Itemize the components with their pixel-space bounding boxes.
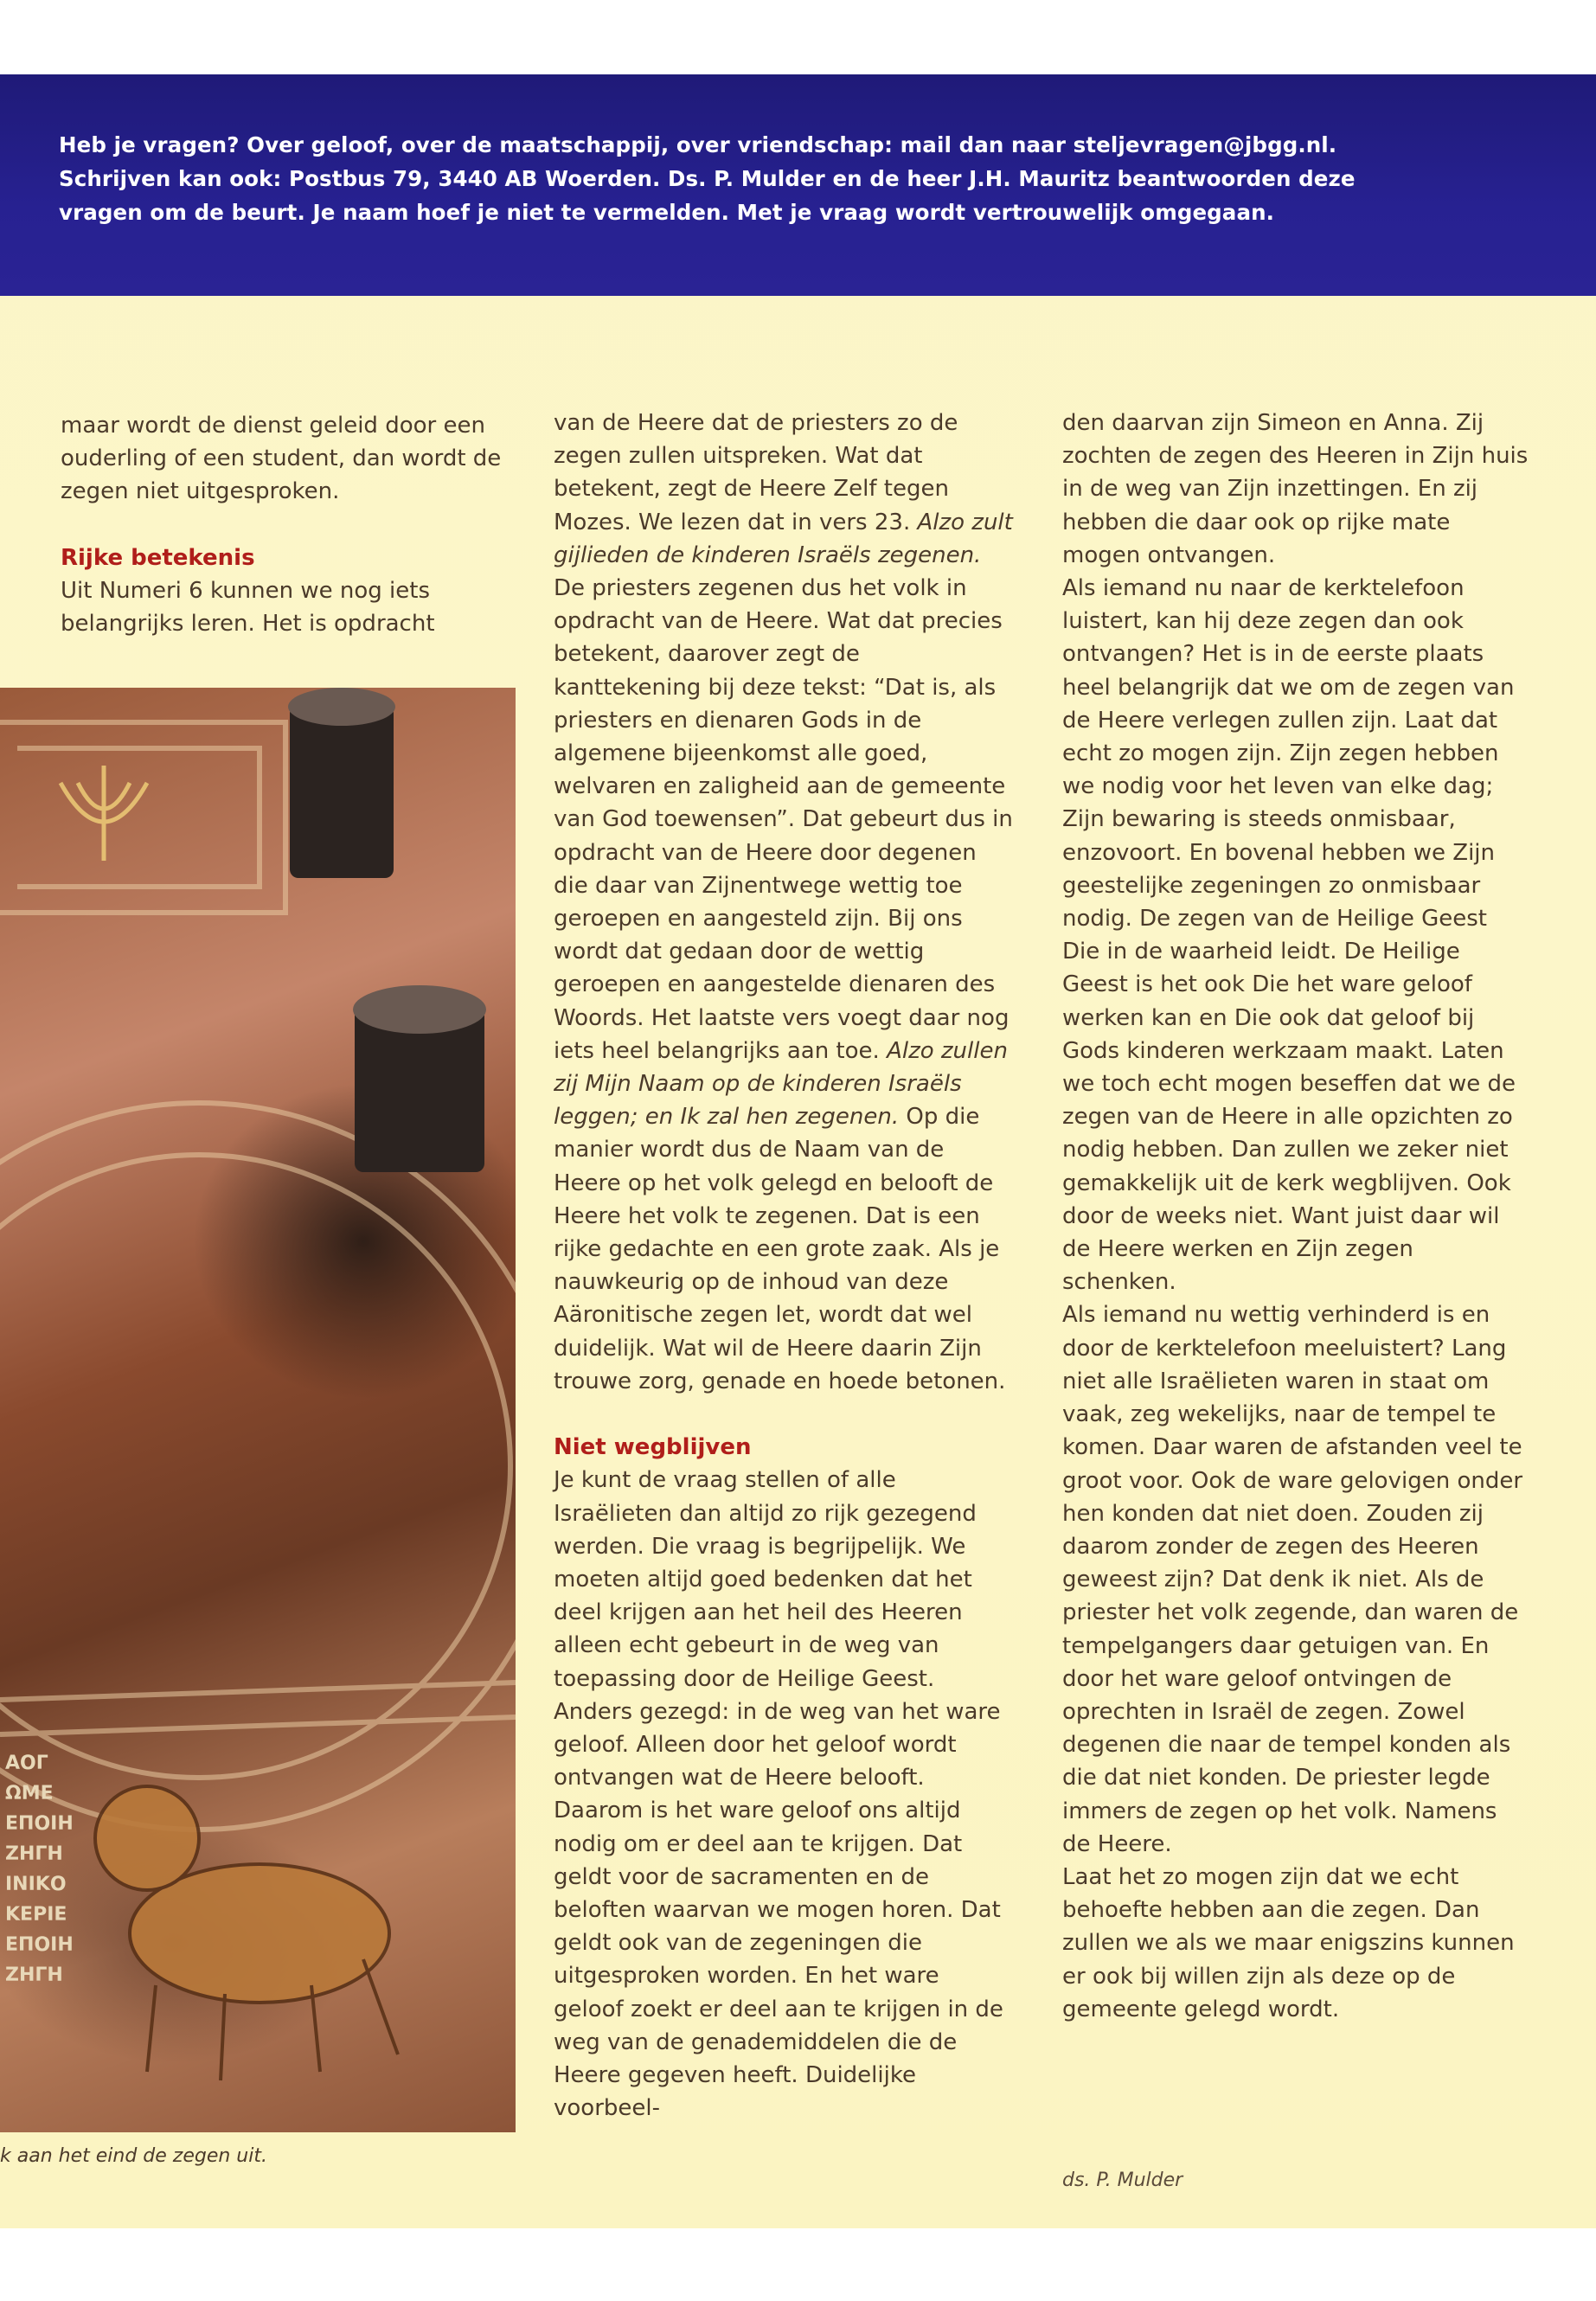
svg-text:ΚΕΡΙΕ: ΚΕΡΙΕ [5, 1904, 67, 1926]
column-2 [554, 407, 1014, 2125]
text-run: Op die manier wordt dus de Naam van de Heere op het volk gelegd en belooft de Heere het volk te zegenen. Dat is een rijke gedachte en een grote zaak. Als je nauwkeurig op de inhoud van deze Aäronitische zegen let, wordt dat wel duidelijk. Wat wil de Heere daarin Zijn trouwe zorg, genade en hoede betonen. [554, 1104, 1006, 1394]
column-3-paragraph-1: den daarvan zijn Simeon en Anna. Zij zochten de zegen des Heeren in Zijn huis in de weg van Zijn inzettingen. En zij hebben die daar ook op rijke mate mogen ontvangen. [1062, 410, 1529, 568]
question-banner [0, 74, 1596, 296]
column-2-paragraph [554, 407, 1014, 1398]
banner-line-3: vragen om de beurt. Je naam hoef je niet te vermelden. Met je vraag wordt vertrouwelijk omgegaan. [59, 200, 1275, 225]
svg-text:ΑΟΓ: ΑΟΓ [5, 1753, 48, 1774]
svg-text:ΕΠΟΙΗ: ΕΠΟΙΗ [5, 1813, 74, 1835]
column-2-paragraph-2: Je kunt de vraag stellen of alle Israëlieten dan altijd zo rijk gezegend werden. Die vraag is begrijpelijk. We moeten altijd goed bedenken dat het deel krijgen aan het heil des Heeren alleen echt gebeurt in de weg van toepassing door de Heilige Geest. Anders gezegd: in de weg van het ware geloof. Alleen door het geloof wordt ontvangen wat de Heere belooft. Daarom is het ware geloof ons altijd nodig om er deel aan te krijgen. Dat geldt voor de sacramenten en de beloften waarvan we mogen horen. Dat geldt ook van de zegeningen die uitgesproken worden. En het ware geloof zoekt er deel aan te krijgen in de weg van de genademiddelen die de Heere gegeven heeft. Duidelijke voorbeel- [554, 1467, 1003, 2122]
banner-line-1: Heb je vragen? Over geloof, over de maatschappij, over vriendschap: mail dan naar steljevragen@jbgg.nl. [59, 132, 1337, 157]
banner-line-2: Schrijven kan ook: Postbus 79, 3440 AB Woerden. Ds. P. Mulder en de heer J.H. Mauritz beantwoorden deze [59, 166, 1356, 191]
column-1-paragraph-2: Uit Numeri 6 kunnen we nog iets belangrijks leren. Het is opdracht [61, 577, 435, 638]
column-1-paragraph: maar wordt de dienst geleid door een ouderling of een student, dan wordt de zegen niet uitgesproken. [61, 413, 502, 505]
svg-text:ΖΗΓΗ: ΖΗΓΗ [5, 1965, 63, 1986]
column-3-paragraph-2: Als iemand nu naar de kerktelefoon luistert, kan hij deze zegen dan ook ontvangen? Het is in de eerste plaats heel belangrijk dat we om de zegen van de Heere verlegen zullen zijn. Laat dat echt zo mogen zijn. Zijn zegen hebben we nodig voor het leven van elke dag; Zijn bewaring is steeds onmisbaar, enzovoort. En bovenal hebben we Zijn geestelijke zegeningen zo onmisbaar nodig. De zegen van de Heilige Geest Die in de waarheid leidt. De Heilige Geest is het ook Die het ware geloof werken kan en Die ook dat geloof bij Gods kinderen werkzaam maakt. Laten we toch echt mogen beseffen dat we de zegen van de Heere in alle opzichten zo nodig hebben. Dan zullen we zeker niet gemakkelijk uit de kerk wegblijven. Ook door de weeks niet. Want juist daar wil de Heere werken en Zijn zegen schenken. [1062, 575, 1516, 1296]
author-signature: ds. P. Mulder [1062, 2170, 1183, 2191]
svg-text:ΖΗΓΗ: ΖΗΓΗ [5, 1843, 63, 1865]
column-1 [61, 409, 510, 640]
svg-text:ΩΜΕ: ΩΜΕ [5, 1783, 54, 1804]
svg-text:ΙΝΙΚΟ: ΙΝΙΚΟ [5, 1874, 67, 1895]
column-3-paragraph-3: Als iemand nu wettig verhinderd is en door de kerktelefoon meeluistert? Lang niet alle Israëlieten waren in staat om vaak, zeg wekelijks, naar de tempel te komen. Daar waren de afstanden veel te groot voor. Ook de ware gelovigen onder hen konden dat niet doen. Zouden zij daarom zonder de zegen des Heeren geweest zijn? Dat denk ik niet. Als de priester het volk zegende, dan waren de tempelgangers daar getuigen van. En door het ware geloof ontvingen de oprechten in Israël de zegen. Zowel degenen die naar de tempel konden als die dat niet konden. De priester legde immers de zegen op het volk. Namens de Heere. [1062, 1302, 1523, 1857]
text-run: van de Heere dat de priesters zo de zegen zullen uitspreken. Wat dat betekent, zegt de Heere Zelf tegen Mozes. We lezen dat in vers 23. [554, 410, 958, 535]
mosaic-photo [0, 688, 516, 2132]
svg-text:ΕΠΟΙΗ: ΕΠΟΙΗ [5, 1934, 74, 1956]
section-heading-rijke-betekenis: Rijke betekenis [61, 544, 255, 571]
text-run: De priesters zegenen dus het volk in opdracht van de Heere. Wat dat precies betekent, daarover zegt de kanttekening bij deze tekst: “Dat is, als priesters en dienaren Gods in de algemene bijeenkomst alle goed, welvaren en zaligheid aan de gemeente van God toewensen”. Dat gebeurt dus in opdracht van de Heere door degenen die daar van Zijnentwege wettig toe geroepen en aangesteld zijn. Bij ons wordt dat gedaan door de wettig geroepen en aangestelde dienaren des Woords. Het laatste vers voegt daar nog iets heel belangrijks aan toe. [554, 575, 1013, 1064]
scripture-quote: Alzo zult gijlieden de kinderen Israëls zegenen. [554, 509, 1013, 568]
section-heading-niet-wegblijven: Niet wegblijven [554, 1434, 752, 1461]
photo-caption: k aan het eind de zegen uit. [0, 2145, 267, 2167]
column-3 [1062, 407, 1529, 2026]
scripture-quote: Alzo zullen zij Mijn Naam op de kinderen Israëls leggen; en Ik zal hen zegenen. [554, 1037, 1008, 1131]
column-3-paragraph-4: Laat het zo mogen zijn dat we echt behoefte hebben aan die zegen. Dan zullen we als we maar enigszins kunnen er ook bij willen zijn als deze op de gemeente gelegd wordt. [1062, 1863, 1515, 2022]
